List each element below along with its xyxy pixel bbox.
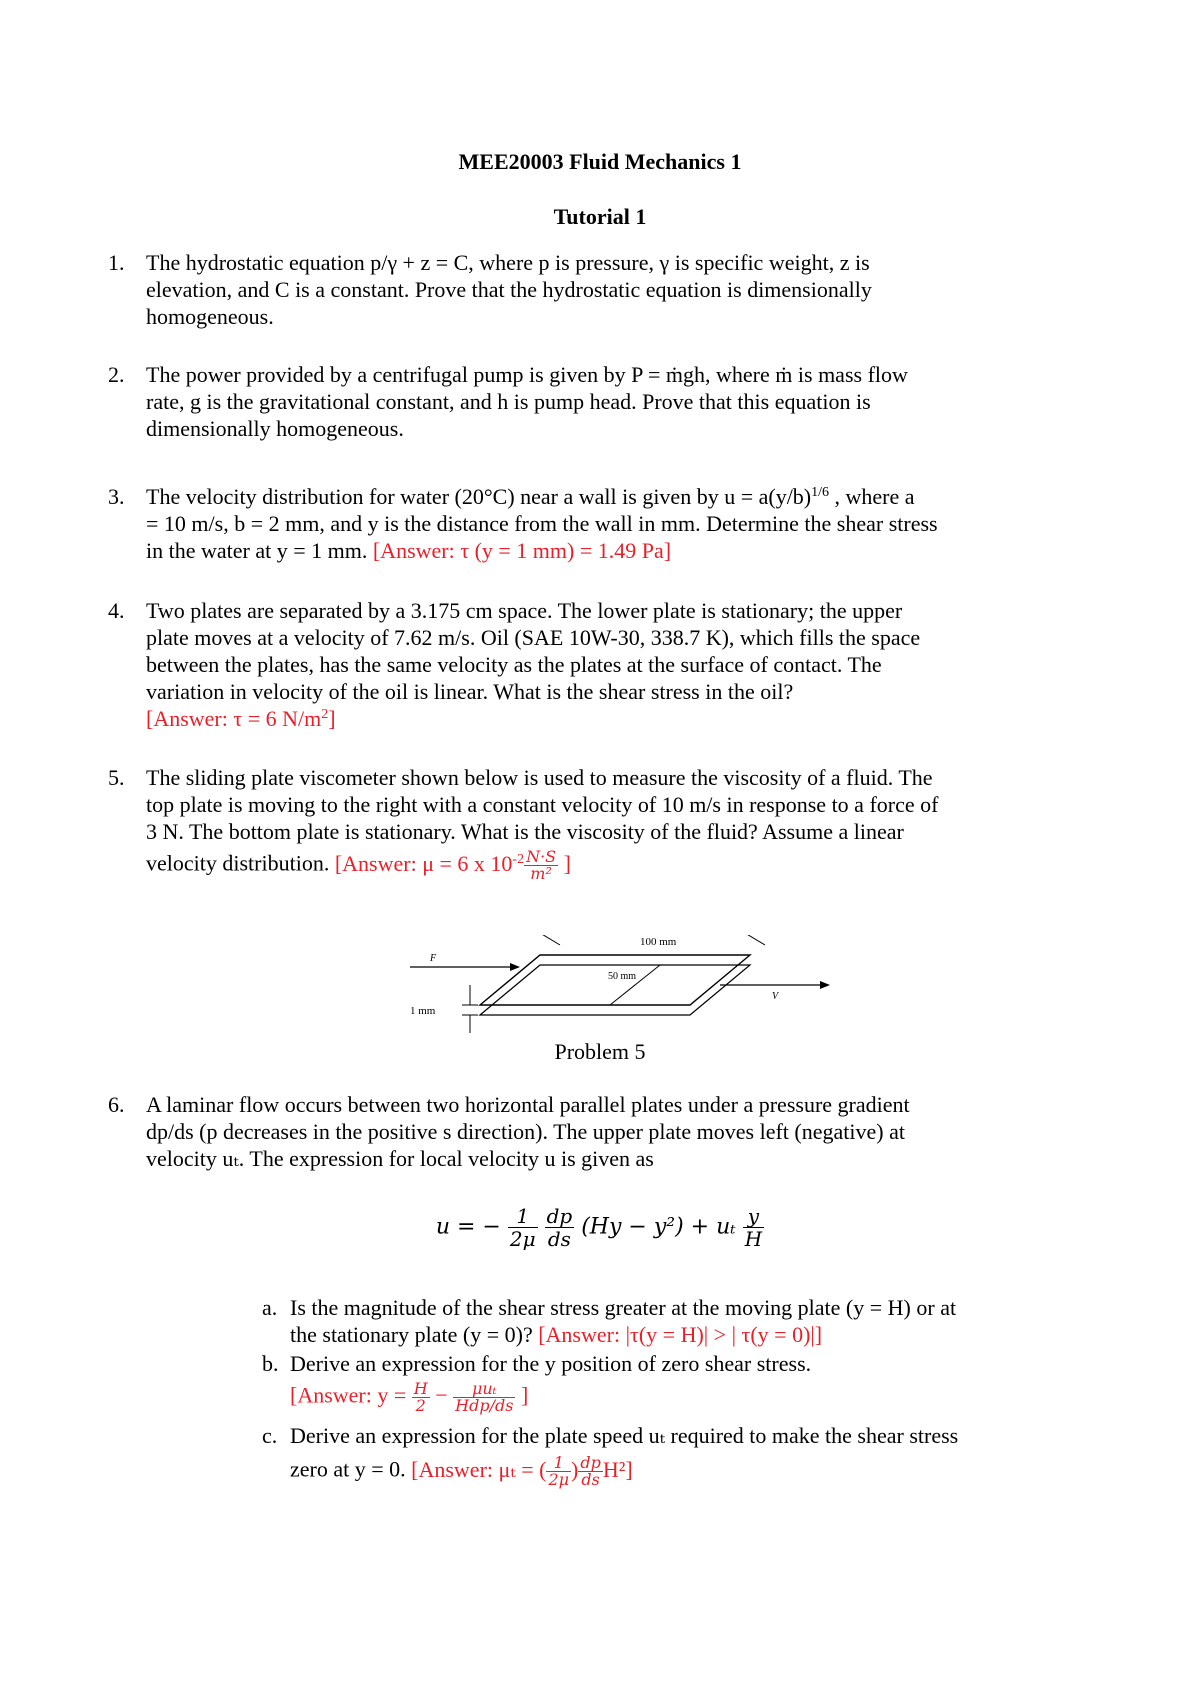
numerator: 1	[508, 1205, 538, 1228]
problem-6	[108, 1091, 1076, 1172]
problem-number: 6.	[108, 1092, 125, 1117]
velocity-label: V	[772, 991, 779, 1002]
equation-text: (Hy − y²) + uₜ	[581, 1214, 736, 1240]
numerator: 1	[546, 1455, 571, 1472]
fraction	[412, 1381, 430, 1414]
problem-3	[108, 483, 1076, 564]
text: [Answer: y =	[290, 1382, 412, 1408]
exponent: 1/6	[811, 485, 830, 500]
velocity-arrowhead	[820, 981, 830, 989]
answer-text	[334, 847, 571, 883]
problem-text-line: The hydrostatic equation p/γ + z = C, where p is pressure, γ is specific weight, z is	[146, 250, 870, 275]
answer-text	[146, 705, 1076, 732]
figure-caption: Problem 5	[554, 1039, 646, 1064]
force-label: F	[430, 953, 437, 964]
denominator: ds	[581, 1470, 600, 1489]
numerator: dp	[546, 1204, 573, 1228]
problem-text-line: dp/ds (p decreases in the positive s direction). The upper plate moves left (negative) at	[146, 1119, 905, 1144]
text: in the water at y = 1 mm.	[146, 538, 373, 563]
subpart-a	[262, 1294, 1070, 1348]
text: velocity distribution.	[146, 850, 335, 876]
fraction	[508, 1205, 538, 1250]
denominator: m²	[530, 864, 552, 883]
problem-text-line: between the plates, has the same velocity as the plates at the surface of contact. The	[146, 652, 882, 677]
text: , where a	[829, 484, 915, 509]
text: ]	[328, 706, 336, 731]
gap-label: 1 mm	[410, 1005, 436, 1017]
subpart-text-line	[290, 1321, 1070, 1348]
fraction	[545, 1205, 575, 1250]
subpart-b	[262, 1350, 1070, 1415]
mid-dimension-label: 50 mm	[608, 971, 637, 982]
problem-5	[108, 764, 1076, 883]
answer-text: [Answer: |τ(y = H)| > | τ(y = 0)|]	[538, 1322, 823, 1347]
exponent: -2	[512, 851, 525, 867]
viscometer-diagram	[410, 935, 830, 1035]
problem-text-line: rate, g is the gravitational constant, and h is pump head. Prove that this equation is	[146, 389, 871, 414]
problem-text-line: plate moves at a velocity of 7.62 m/s. Oil (SAE 10W-30, 338.7 K), which fills the space	[146, 625, 921, 650]
denominator: 2	[415, 1396, 426, 1415]
denominator: 2μ	[548, 1470, 570, 1489]
tutorial-title: Tutorial 1	[553, 204, 647, 229]
subpart-label: c.	[262, 1423, 278, 1448]
problem-text-line: The power provided by a centrifugal pump is given by P = ṁgh, where ṁ is mass flow	[146, 362, 908, 387]
fraction	[453, 1381, 515, 1414]
subpart-text-line	[290, 1455, 1070, 1488]
problem-text-line: top plate is moving to the right with a constant velocity of 10 m/s in response to a force of	[146, 792, 939, 817]
text: the stationary plate (y = 0)?	[290, 1322, 539, 1347]
text: zero at y = 0.	[290, 1456, 412, 1482]
problem-text-line: 3 N. The bottom plate is stationary. What is the viscosity of the fluid? Assume a linear	[146, 819, 904, 844]
top-dimension-label: 100 mm	[640, 936, 677, 948]
problem-number: 5.	[108, 765, 125, 790]
problem-text-line	[146, 537, 1076, 564]
numerator: N·S	[526, 847, 557, 866]
numerator: H	[413, 1379, 428, 1398]
answer-text: [Answer: τ (y = 1 mm) = 1.49 Pa]	[372, 538, 672, 563]
problem-text-line: A laminar flow occurs between two horizontal parallel plates under a pressure gradient	[146, 1092, 910, 1117]
denominator: H	[744, 1227, 763, 1251]
text: H²]	[602, 1456, 633, 1482]
problem-text-line: velocity uₜ. The expression for local velocity u is given as	[146, 1146, 654, 1171]
fraction	[524, 849, 558, 882]
denominator: 2μ	[509, 1227, 536, 1251]
denominator: ds	[547, 1227, 571, 1251]
dim-tick-right	[740, 935, 765, 945]
text: The velocity distribution for water (20°C) near a wall is given by u = a(y/b)	[146, 484, 812, 509]
problem-text-line: dimensionally homogeneous.	[146, 416, 404, 441]
problem-text-line: Two plates are separated by a 3.175 cm space. The lower plate is stationary; the upper	[146, 598, 903, 623]
subpart-label: a.	[262, 1295, 278, 1320]
text: ]	[558, 850, 571, 876]
problem-number: 3.	[108, 484, 125, 509]
answer-text	[290, 1381, 1070, 1414]
velocity-equation	[0, 1205, 1200, 1250]
problem-4	[108, 597, 1076, 732]
equation-text: u = −	[435, 1214, 501, 1240]
fraction	[578, 1455, 602, 1488]
problem-1	[108, 249, 1076, 330]
denominator: Hdp/ds	[455, 1396, 514, 1415]
problem-number: 4.	[108, 598, 125, 623]
problem-text-line	[146, 849, 1076, 882]
problem-text-line: variation in velocity of the oil is linear. What is the shear stress in the oil?	[146, 679, 794, 704]
text: [Answer: μₜ = (	[411, 1456, 547, 1482]
text: [Answer: τ = 6 N/m	[146, 706, 322, 731]
problem-text-line: elevation, and C is a constant. Prove that the hydrostatic equation is dimensionally	[146, 277, 872, 302]
text: )	[571, 1456, 579, 1482]
fraction	[743, 1205, 764, 1250]
problem-2	[108, 361, 1076, 442]
subpart-text-line: Is the magnitude of the shear stress greater at the moving plate (y = H) or at	[290, 1295, 957, 1320]
subpart-text-line: Derive an expression for the plate speed uₜ required to make the shear stress	[290, 1423, 959, 1448]
text: ]	[515, 1382, 529, 1408]
numerator: y	[743, 1205, 764, 1228]
problem-number: 2.	[108, 362, 125, 387]
problem-text-line: homogeneous.	[146, 304, 274, 329]
problem-text-line	[146, 483, 1076, 510]
numerator: μuₜ	[453, 1381, 515, 1398]
fraction	[546, 1455, 571, 1488]
problem-text-line: = 10 m/s, b = 2 mm, and y is the distance from the wall in mm. Determine the shear stress	[146, 511, 938, 536]
problem-text-line: The sliding plate viscometer shown below is used to measure the viscosity of a fluid. The	[146, 765, 933, 790]
course-title: MEE20003 Fluid Mechanics 1	[458, 149, 742, 174]
exponent: 2	[321, 707, 329, 722]
dim-tick-left	[535, 935, 560, 945]
subpart-c	[262, 1422, 1070, 1489]
subpart-text-line: Derive an expression for the y position of zero shear stress.	[290, 1351, 812, 1376]
text: −	[429, 1382, 454, 1408]
numerator: dp	[580, 1453, 601, 1472]
subpart-label: b.	[262, 1351, 279, 1376]
text: [Answer: μ = 6 x 10	[334, 850, 513, 876]
force-arrowhead	[510, 963, 520, 971]
problem-number: 1.	[108, 250, 125, 275]
answer-text	[411, 1453, 633, 1489]
